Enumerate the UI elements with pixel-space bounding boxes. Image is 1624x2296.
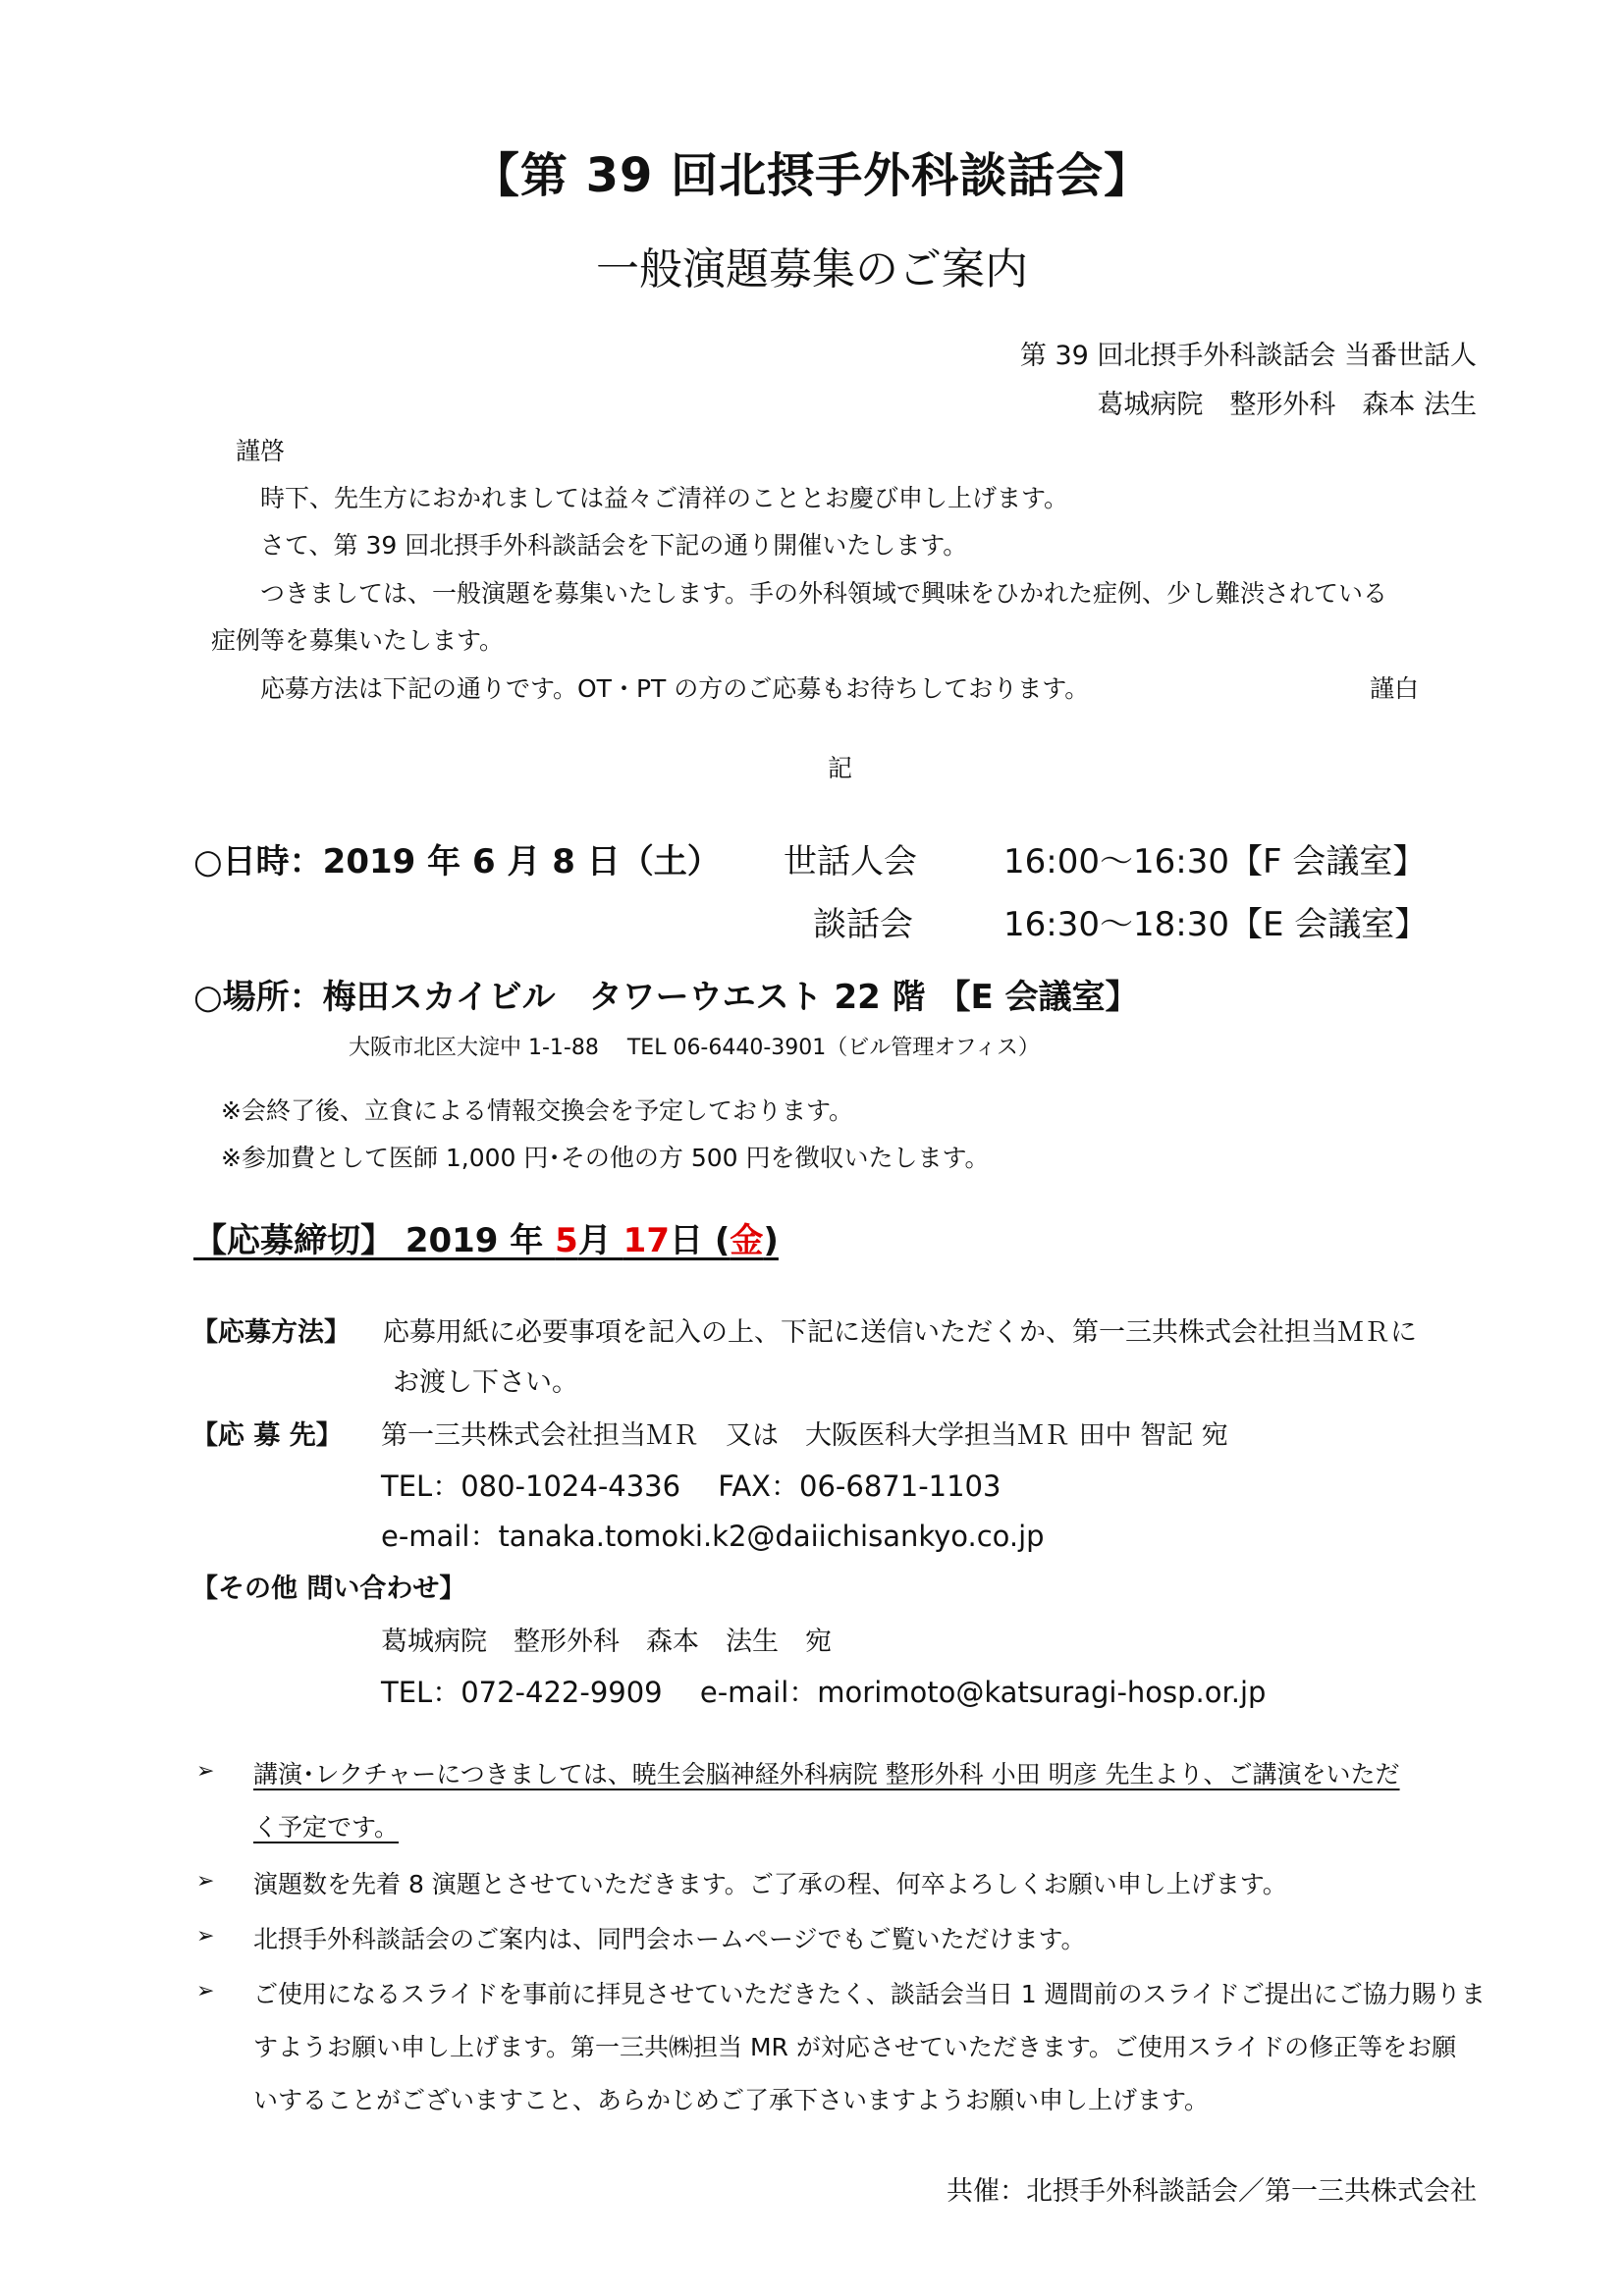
method-line-1: 応募用紙に必要事項を記入の上、下記に送信いただくか、第一三共株式会社担当ＭＲに (383, 1317, 1417, 1348)
ki-mark: 記 (828, 754, 853, 782)
deadline-weekday: 金 (730, 1221, 764, 1260)
datetime-label: ○日時：2019 年 6 月 8 日（土） (193, 842, 721, 881)
bullet-4-icon: ➢ (196, 1979, 215, 2003)
deadline (193, 1213, 779, 1261)
deadline-month-unit: 月 (577, 1221, 623, 1260)
method-line-2: お渡し下さい。 (393, 1367, 578, 1398)
session-2-time: 16:30～18:30【E 会議室】 (1003, 905, 1429, 944)
session-1-name: 世話人会 (784, 842, 917, 881)
place-label: ○場所：梅田スカイビル タワーウエスト 22 階 【E 会議室】 (193, 978, 1139, 1017)
cosponsor: 共催：北摂手外科談話会／第一三共株式会社 (947, 2176, 1477, 2207)
bullet-1-line-2: く予定です。 (253, 1813, 400, 1842)
deadline-prefix: 【応募締切】 2019 年 (193, 1221, 556, 1260)
bullet-4-line-2: すようお願い申し上げます。第一三共㈱担当 MR が対応させていただきます。ご使用スライドの修正等をお願 (253, 2033, 1457, 2061)
deadline-month: 5 (555, 1221, 578, 1260)
letter-line-3: つきましては、一般演題を募集いたします。手の外科領域で興味をひかれた症例、少し難渋されている (260, 579, 1388, 608)
other-line-1: 葛城病院 整形外科 森本 法生 宛 (381, 1627, 832, 1657)
session-2-name: 談話会 (813, 905, 913, 944)
bullet-2-icon: ➢ (196, 1869, 215, 1894)
bullet-2-text: 演題数を先着 8 演題とさせていただきます。ご了承の程、何卒よろしくお願い申し上げます。 (253, 1870, 1287, 1898)
bullet-4-line-3: いすることがございますこと、あらかじめご了承下さいますようお願い申し上げます。 (253, 2086, 1210, 2114)
page-subtitle: 一般演題募集のご案内 (596, 244, 1028, 294)
deadline-day-unit: 日 ( (669, 1221, 731, 1260)
bullet-1-icon: ➢ (196, 1759, 215, 1784)
bullet-1-line-1: 講演･レクチャーにつきましては、暁生会脳神経外科病院 整形外科 小田 明彦 先生より、ご講演をいただ (253, 1760, 1400, 1789)
dest-tel: TEL：080-1024-4336 FAX：06-6871-1103 (381, 1469, 1001, 1503)
letter-closing: 謹白 (1370, 674, 1420, 703)
note-2: ※参加費として医師 1,000 円･その他の方 500 円を徴収いたします。 (221, 1144, 990, 1172)
other-line-2: TEL：072-422-9909 e-mail：morimoto@katsuragi-hosp.or.jp (381, 1676, 1267, 1709)
dest-label: 【応 募 先】 (191, 1420, 343, 1451)
deadline-day: 17 (623, 1221, 670, 1260)
other-label: 【その他 問い合わせ】 (191, 1574, 466, 1604)
method-label: 【応募方法】 (191, 1317, 351, 1348)
bullet-3-text: 北摂手外科談話会のご案内は、同門会ホームページでもご覧いただけます。 (253, 1925, 1086, 1953)
dest-line-1: 第一三共株式会社担当ＭＲ 又は 大阪医科大学担当ＭＲ 田中 智記 宛 (381, 1420, 1228, 1451)
organizer-line-2: 葛城病院 整形外科 森本 法生 (1097, 390, 1477, 420)
page-title: 【第 39 回北摂手外科談話会】 (471, 148, 1153, 203)
deadline-suffix: ) (763, 1221, 779, 1260)
letter-line-5: 応募方法は下記の通りです。OT・PT の方のご応募もお待ちしております。 (260, 674, 1090, 703)
bullet-4-line-1: ご使用になるスライドを事前に拝見させていただきたく、談話会当日 1 週間前のスライドご提出にご協力賜りま (253, 1980, 1486, 2008)
organizer-line-1: 第 39 回北摂手外科談話会 当番世話人 (1019, 341, 1477, 371)
dest-email: e-mail：tanaka.tomoki.k2@daiichisankyo.co.jp (381, 1520, 1045, 1553)
letter-line-1: 時下、先生方におかれましては益々ご清祥のこととお慶び申し上げます。 (260, 484, 1069, 512)
bullet-3-icon: ➢ (196, 1924, 215, 1949)
letter-line-4: 症例等を募集いたします。 (211, 626, 505, 655)
letter-line-2: さて、第 39 回北摂手外科談話会を下記の通り開催いたします。 (260, 531, 968, 560)
letter-opening: 謹啓 (236, 437, 286, 465)
place-address: 大阪市北区大淀中 1-1-88 TEL 06-6440-3901（ビル管理オフィス） (349, 1036, 1040, 1060)
session-1-time: 16:00～16:30【F 会議室】 (1003, 842, 1427, 881)
note-1: ※会終了後、立食による情報交換会を予定しております。 (221, 1096, 853, 1125)
